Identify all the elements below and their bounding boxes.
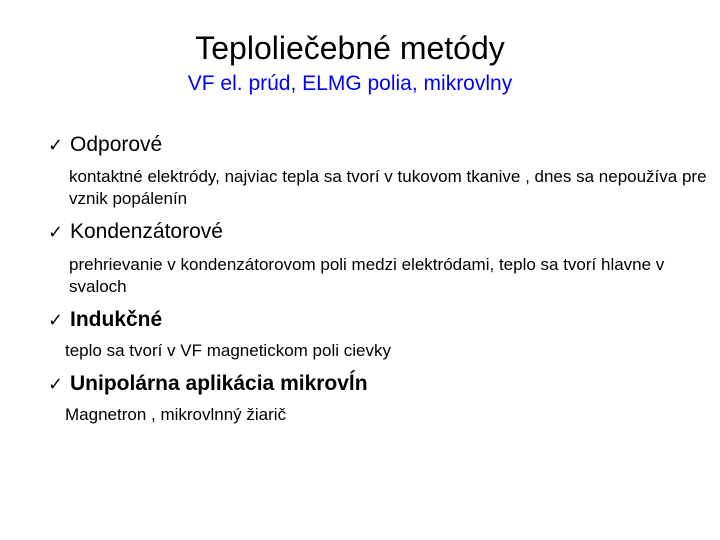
list-item-heading bbox=[48, 307, 162, 334]
check-icon: ✓ bbox=[48, 374, 64, 395]
item-description: Magnetron , mikrovlnný žiarič bbox=[65, 405, 287, 424]
list-item-heading bbox=[48, 371, 368, 398]
slide-subtitle: VF el. prúd, ELMG polia, mikrovlny bbox=[187, 72, 513, 95]
item-label: Unipolárna aplikácia mikrovĺn bbox=[70, 372, 368, 395]
list-item-heading bbox=[48, 132, 162, 159]
item-description: prehrievanie v kondenzátorovom poli medzi elektródami, teplo sa tvorí hlavne v svaloch bbox=[69, 255, 665, 296]
check-icon: ✓ bbox=[48, 222, 64, 243]
item-description: teplo sa tvorí v VF magnetickom poli cievky bbox=[65, 341, 391, 360]
item-label: Indukčné bbox=[70, 308, 163, 331]
item-label: Odporové bbox=[70, 133, 163, 156]
list-item-heading bbox=[48, 219, 223, 246]
check-icon: ✓ bbox=[48, 135, 64, 156]
item-label: Kondenzátorové bbox=[70, 220, 223, 243]
check-icon: ✓ bbox=[48, 310, 64, 331]
item-description: kontaktné elektródy, najviac tepla sa tvorí v tukovom tkanive , dnes sa nepoužíva pre vznik popálenín bbox=[69, 167, 707, 208]
slide-title: Teploliečebné metódy bbox=[195, 30, 505, 66]
